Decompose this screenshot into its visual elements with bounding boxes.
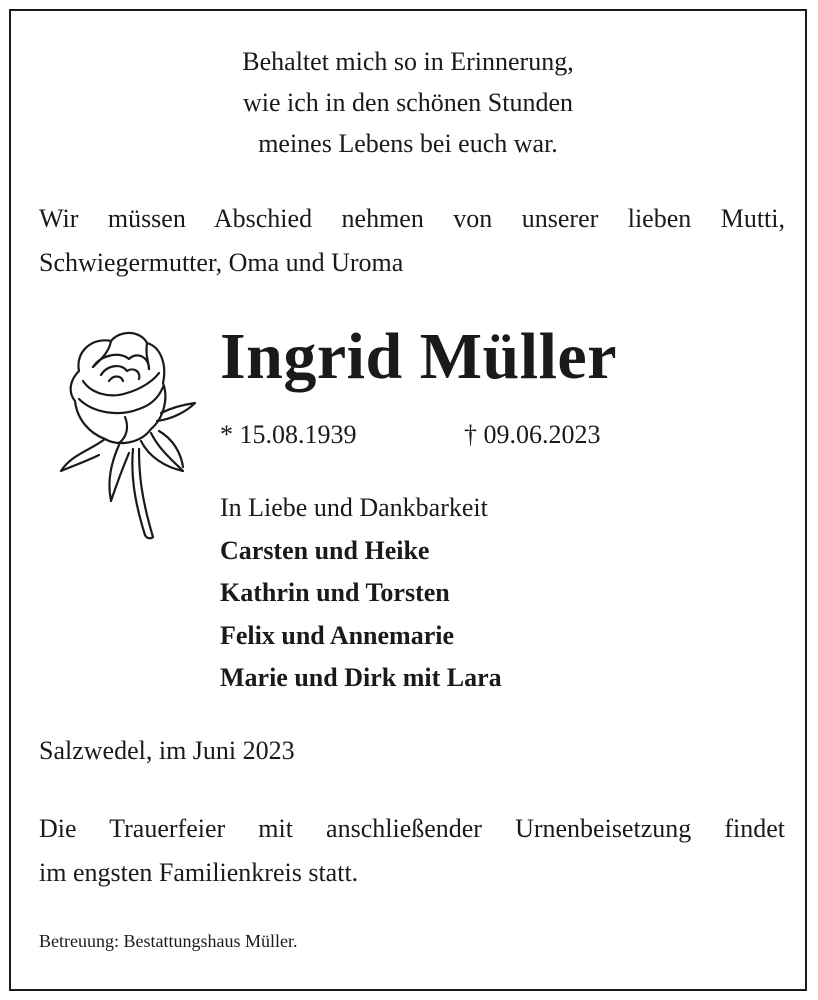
poem-line-3: meines Lebens bei euch war.	[258, 129, 558, 158]
undertaker-credit: Betreuung: Bestattungshaus Müller.	[39, 931, 298, 951]
mourner-family: Kathrin und Torsten	[220, 578, 450, 607]
intro-line-2: Schwiegermutter, Oma und Uroma	[39, 248, 404, 277]
farewell-intro	[39, 197, 785, 285]
notice-line-1: Die Trauerfeier mit anschließender Urnenbeisetzung findet	[39, 814, 785, 843]
obituary-frame	[9, 9, 807, 991]
poem-line-2: wie ich in den schönen Stunden	[243, 88, 573, 117]
deceased-name: Ingrid Müller	[220, 320, 617, 393]
mourners-intro: In Liebe und Dankbarkeit	[220, 493, 488, 522]
mourner-family: Marie und Dirk mit Lara	[220, 663, 502, 692]
mourners-block	[220, 487, 502, 700]
intro-line-1: Wir müssen Abschied nehmen von unserer lieben Mutti,	[39, 204, 785, 233]
place-and-date: Salzwedel, im Juni 2023	[39, 736, 295, 765]
poem-line-1: Behaltet mich so in Erinnerung,	[242, 47, 574, 76]
mourner-family: Felix und Annemarie	[220, 620, 455, 650]
notice-line-2: im engsten Familienkreis statt.	[39, 858, 359, 887]
rose-icon	[49, 321, 209, 546]
memorial-poem	[11, 41, 805, 164]
funeral-notice	[39, 807, 785, 895]
death-date: † 09.06.2023	[464, 420, 601, 449]
birth-date: * 15.08.1939	[220, 420, 357, 449]
mourner-family: Carsten und Heike	[220, 535, 430, 565]
